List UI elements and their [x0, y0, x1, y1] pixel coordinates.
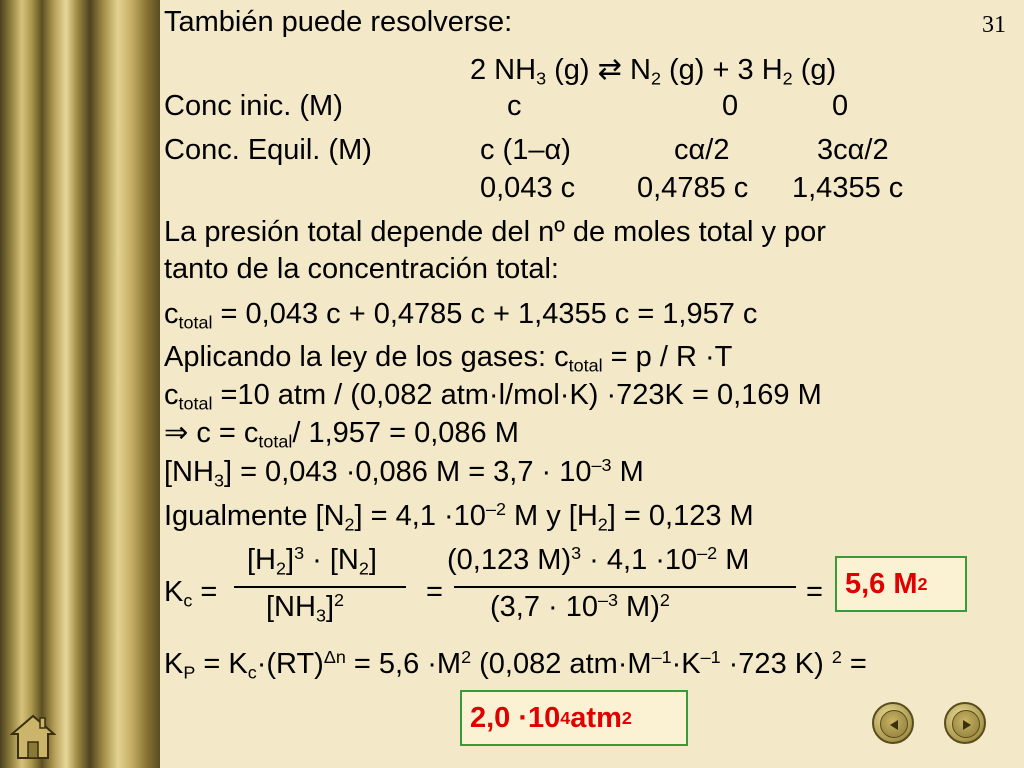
equals-sign-2: =: [426, 576, 443, 608]
conc-inic-h2: 0: [832, 90, 849, 122]
presion-line-1: La presión total depende del nº de moles total y por: [164, 216, 826, 248]
conc-equil-label: Conc. Equil. (M): [164, 134, 372, 166]
conc-equil-h2: 3cα/2: [817, 134, 889, 166]
conc-equil-nh3: c (1–α): [480, 134, 571, 166]
home-icon[interactable]: [10, 712, 56, 762]
equil-value-n2: 0,4785 c: [637, 172, 749, 204]
slide-content: [162, 0, 1024, 768]
previous-slide-button[interactable]: [872, 702, 914, 744]
equals-sign-3: =: [806, 576, 823, 608]
igualmente-line: Igualmente $[N_2] = 4,1 \cdot 10^{-2}$ M y $[H_2] = 0,123$ M: [164, 499, 754, 535]
kp-line: $K_P = K_c\cdot(RT)^{\Delta n} = 5,6 \cdot M^2$ (0,082 $atm\cdot M^{-1}\cdot K^{-1} \cdot 723$ K) $^2$ =: [164, 647, 867, 683]
arrow-right-icon: [963, 720, 971, 730]
frac1-numerator: $[H_2]^3 \cdot [N_2]$: [247, 543, 377, 579]
page-number: 31: [982, 12, 1006, 38]
kc-result-box: 5,6 M 2: [835, 556, 967, 612]
frac2-numerator: (0,123 $M)^3 \cdot 4,1 \cdot 10^{-2}$ M: [447, 543, 750, 576]
equil-value-h2: 1,4355 c: [792, 172, 904, 204]
c-result: ⇒ $c = c_{total}/$ 1,957 = 0,086 M: [164, 417, 519, 452]
frac1-denominator: $[NH_3]^2$: [266, 590, 345, 626]
frac2-line: [454, 586, 796, 588]
nh3-line: $[NH_3] = 0,043 \cdot 0,086$ $M = 3,7 \cdot 10^{-3}$ M: [164, 455, 644, 491]
kp-result-box: 2,0 ·10 4 atm 2: [460, 690, 688, 746]
equilibrium-arrow-icon: ⇄: [597, 54, 622, 86]
conc-inic-label: Conc inic. (M): [164, 90, 343, 122]
next-slide-button[interactable]: [944, 702, 986, 744]
frac1-line: [234, 586, 406, 588]
frac2-denominator: ($3,7 \cdot 10^{-3}$ M)$^2$: [490, 590, 670, 623]
ctotal-calc: $c_{total} =10$ atm / (0,082 atm·l/mol·K) ·723K = 0,169 M: [164, 379, 822, 414]
arrow-left-icon: [890, 720, 898, 730]
ctotal-sum: $c_{total} = 0,043$ c + 0,4785 c + 1,4355 c = 1,957 c: [164, 298, 758, 333]
conc-equil-n2: cα/2: [674, 134, 730, 166]
kc-label: $K_c$ =: [164, 576, 218, 611]
equil-value-nh3: 0,043 c: [480, 172, 576, 204]
reaction-equation: 2 $NH_3$ (g) ⇄ $N_2$ (g) + 3 $H_2$ (g): [470, 54, 837, 89]
conc-inic-n2: 0: [722, 90, 739, 122]
presion-line-2: tanto de la concentración total:: [164, 253, 559, 285]
intro-text: También puede resolverse:: [164, 6, 513, 38]
decorative-sidebar: [0, 0, 160, 768]
conc-inic-c: c: [507, 90, 522, 122]
aplicando-line: Aplicando la ley de los gases: $c_{total} = p / R \cdot T$: [164, 341, 733, 376]
